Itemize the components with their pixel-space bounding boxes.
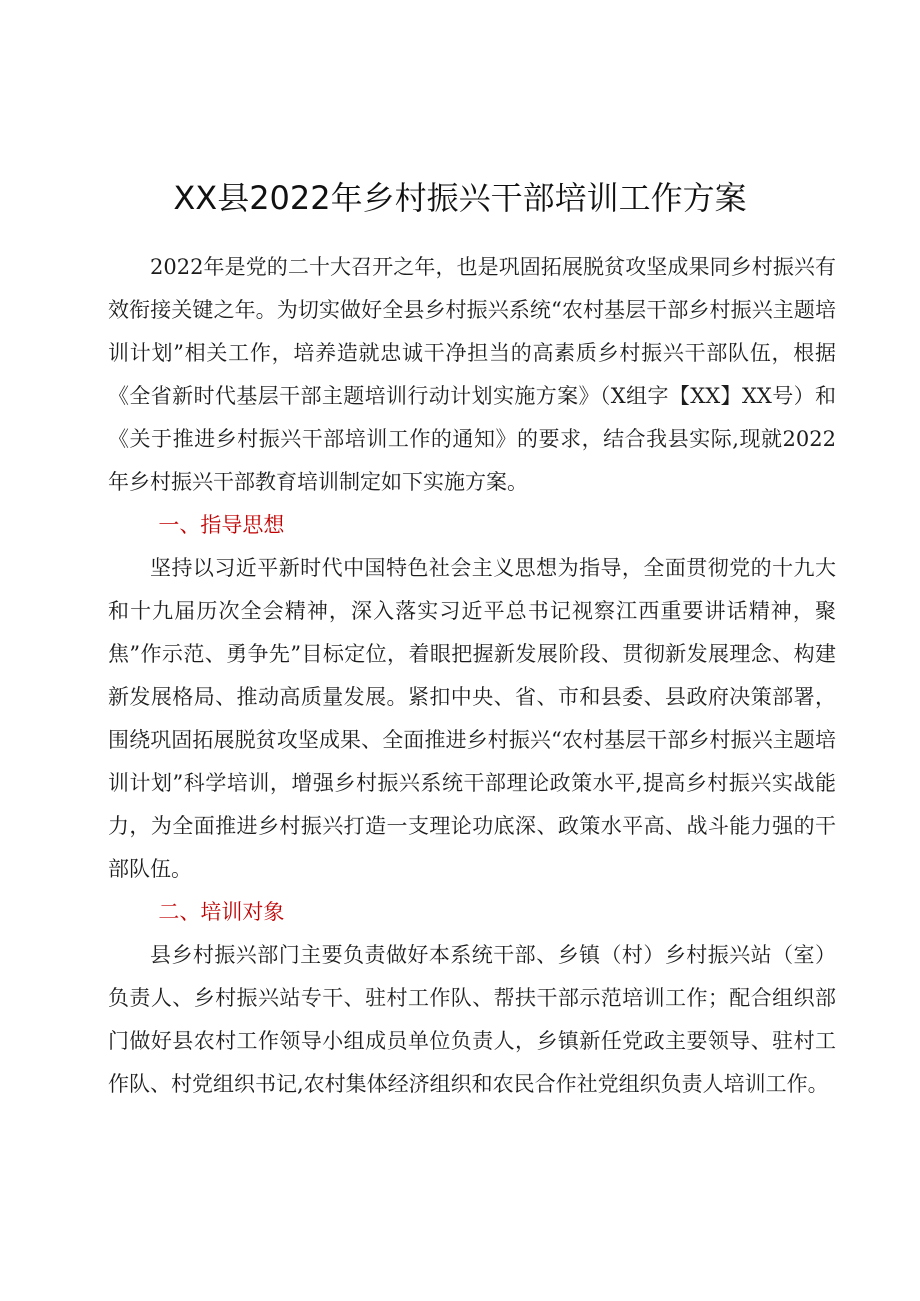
intro-paragraph: 2022年是党的二十大召开之年，也是巩固拓展脱贫攻坚成果同乡村振兴有效衔接关键之年。为切实做好全县乡村振兴系统“农村基层干部乡村振兴主题培训计划”相关工作，培养造就忠诚干净担当的高素质乡村振兴干部队伍，根据《全省新时代基层干部主题培训行动计划实施方案》（X组字【XX】XX号）和《关于推进乡村振兴干部培训工作的通知》的要求，结合我县实际,现就2022年乡村振兴干部教育培训制定如下实施方案。 — [108, 255, 836, 494]
document-body — [108, 246, 836, 1106]
section-heading-guiding-ideology: 一、指导思想 — [158, 513, 285, 537]
section-body-training-targets: 县乡村振兴部门主要负责做好本系统干部、乡镇（村）乡村振兴站（室）负责人、乡村振兴站专干、驻村工作队、帮扶干部示范培训工作；配合组织部门做好县农村工作领导小组成员单位负责人，乡镇新任党政主要领导、驻村工作队、村党组织书记,农村集体经济组织和农民合作社党组织负责人培训工作。 — [108, 943, 836, 1096]
section-body-guiding-ideology: 坚持以习近平新时代中国特色社会主义思想为指导，全面贯彻党的十九大和十九届历次全会精神，深入落实习近平总书记视察江西重要讲话精神，聚焦”作示范、勇争先”目标定位，着眼把握新发展阶段、贯彻新发展理念、构建新发展格局、推动高质量发展。紧扣中央、省、市和县委、县政府决策部署，围绕巩固拓展脱贫攻坚成果、全面推进乡村振兴“农村基层干部乡村振兴主题培训计划”科学培训，增强乡村振兴系统干部理论政策水平,提高乡村振兴实战能力，为全面推进乡村振兴打造一支理论功底深、政策水平高、战斗能力强的干部队伍。 — [108, 556, 836, 881]
section-heading-training-targets: 二、培训对象 — [158, 900, 285, 924]
document-title: XX县2022年乡村振兴干部培训工作方案 — [173, 179, 747, 217]
